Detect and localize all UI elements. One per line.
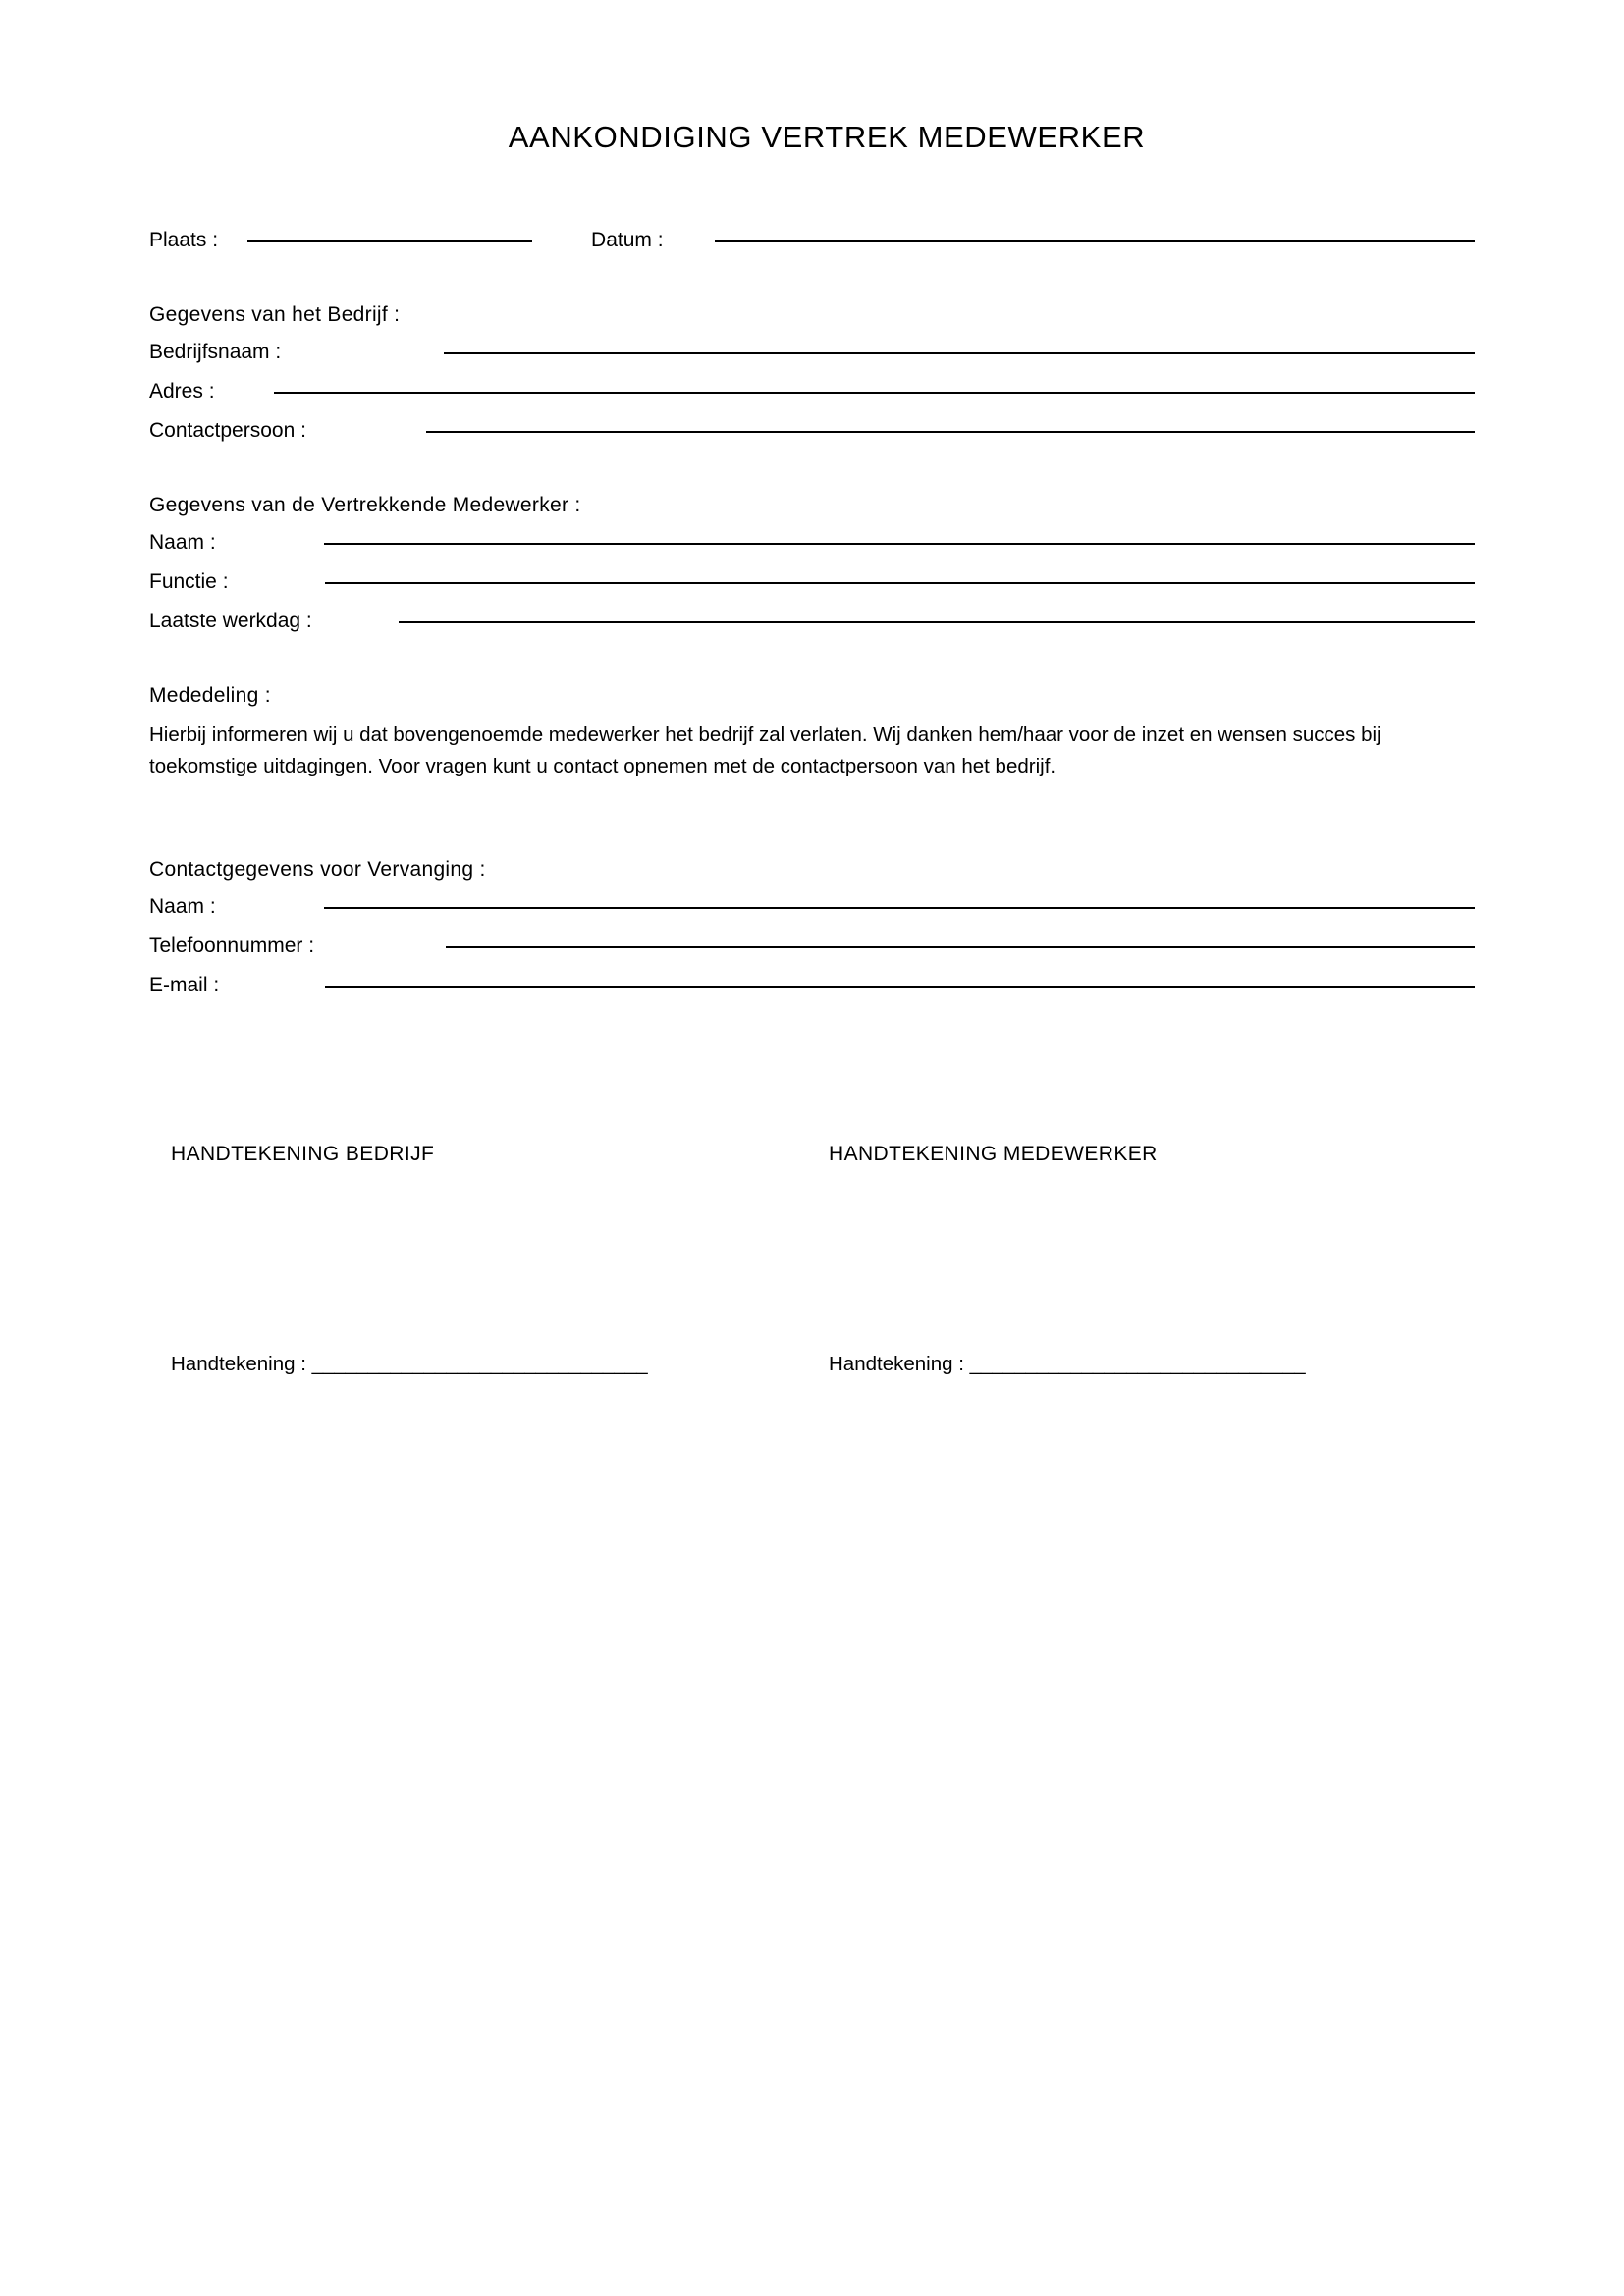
employee-name-row bbox=[149, 531, 1475, 555]
company-address-label: Adres : bbox=[149, 379, 215, 402]
replacement-name-row bbox=[149, 895, 1475, 919]
company-contact-row bbox=[149, 419, 1475, 443]
employee-lastday-label: Laatste werkdag : bbox=[149, 609, 312, 632]
company-section-heading: Gegevens van het Bedrijf : bbox=[149, 302, 401, 326]
replacement-name-input-line[interactable] bbox=[324, 907, 1475, 909]
employee-signature-line[interactable]: Handtekening : ______________________________ bbox=[829, 1353, 1306, 1376]
signature-headings-row bbox=[149, 1143, 1475, 1166]
replacement-section-heading: Contactgegevens voor Vervanging : bbox=[149, 858, 486, 881]
place-label: Plaats : bbox=[149, 228, 219, 251]
message-section-heading: Mededeling : bbox=[149, 683, 271, 707]
employee-lastday-input-line[interactable] bbox=[399, 621, 1475, 623]
date-input-line[interactable] bbox=[715, 240, 1475, 242]
replacement-email-label: E-mail : bbox=[149, 974, 220, 997]
company-name-input-line[interactable] bbox=[444, 352, 1475, 354]
company-name-row bbox=[149, 341, 1475, 364]
replacement-phone-input-line[interactable] bbox=[446, 946, 1475, 948]
employee-signature-heading: HANDTEKENING MEDEWERKER bbox=[829, 1143, 1158, 1166]
date-label: Datum : bbox=[591, 228, 664, 251]
employee-function-input-line[interactable] bbox=[325, 582, 1475, 584]
company-signature-heading: HANDTEKENING BEDRIJF bbox=[171, 1143, 435, 1166]
signature-lines-row bbox=[149, 1353, 1475, 1376]
employee-name-input-line[interactable] bbox=[324, 543, 1475, 545]
page-title: AANKONDIGING VERTREK MEDEWERKER bbox=[508, 120, 1146, 154]
replacement-phone-label: Telefoonnummer : bbox=[149, 934, 315, 958]
replacement-email-input-line[interactable] bbox=[325, 986, 1475, 988]
company-name-label: Bedrijfsnaam : bbox=[149, 340, 282, 363]
employee-function-label: Functie : bbox=[149, 569, 229, 593]
company-contact-input-line[interactable] bbox=[426, 431, 1475, 433]
company-contact-label: Contactpersoon : bbox=[149, 418, 306, 442]
company-signature-line[interactable]: Handtekening : ______________________________ bbox=[171, 1353, 648, 1376]
place-date-row bbox=[149, 229, 1475, 252]
employee-function-row bbox=[149, 570, 1475, 594]
document-content bbox=[149, 0, 1475, 1376]
replacement-phone-row bbox=[149, 934, 1475, 958]
employee-name-label: Naam : bbox=[149, 530, 216, 554]
replacement-email-row bbox=[149, 974, 1475, 997]
company-address-row bbox=[149, 380, 1475, 403]
employee-lastday-row bbox=[149, 610, 1475, 633]
employee-section-heading: Gegevens van de Vertrekkende Medewerker : bbox=[149, 493, 581, 516]
place-input-line[interactable] bbox=[247, 240, 532, 242]
message-body: Hierbij informeren wij u dat bovengenoemde medewerker het bedrijf zal verlaten. Wij danken hem/haar voor de inzet en wensen succes bij toekomstige uitdagingen. Voor vragen kunt u contact opnemen met de contactpersoon van het bedrijf. bbox=[149, 722, 1381, 777]
company-address-input-line[interactable] bbox=[274, 392, 1475, 394]
replacement-name-label: Naam : bbox=[149, 895, 216, 919]
